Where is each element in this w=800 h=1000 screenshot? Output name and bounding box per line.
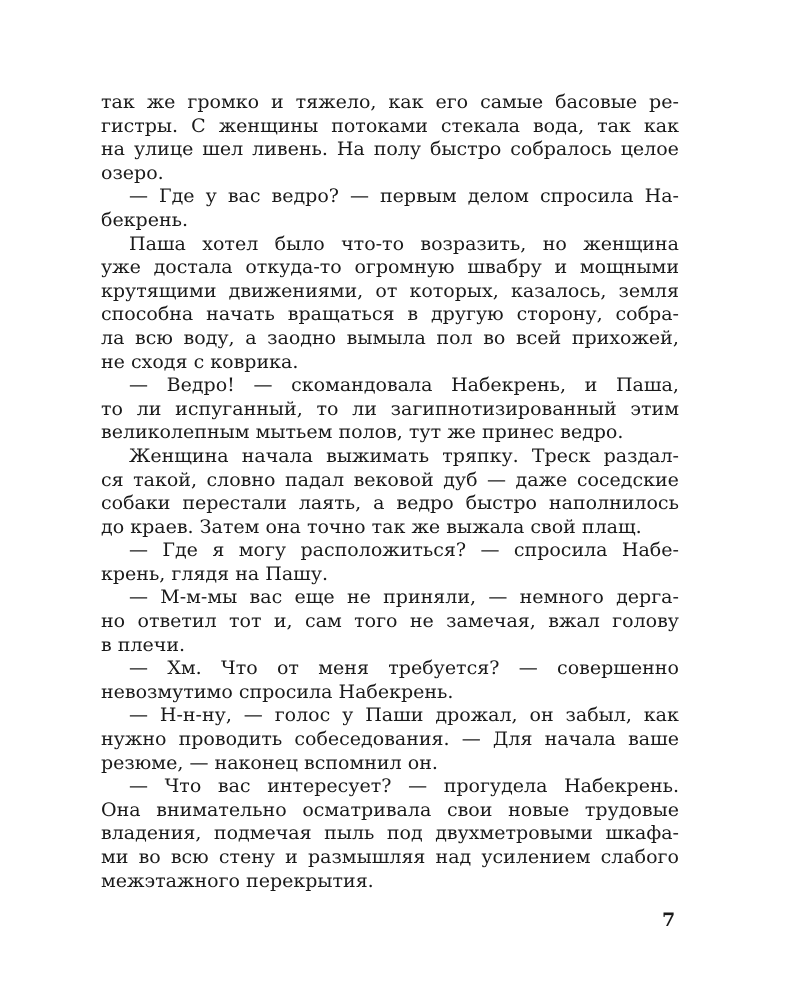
text-line: — Ведро! — скомандовала Набекрень, и Паша, (129, 374, 679, 397)
text-line: озеро. (101, 161, 164, 184)
text-line: нужно проводить собеседования. — Для начала ваше (101, 728, 679, 751)
text-line: — Хм. Что от меня требуется? — совершенно (129, 657, 679, 680)
text-line: резюме, — наконец вспомнил он. (101, 751, 438, 774)
page-number: 7 (662, 909, 676, 931)
text-line: уже достала откуда-то огромную швабру и мощными (101, 256, 679, 279)
text-line: то ли испуганный, то ли загипнотизированный этим (101, 397, 679, 420)
text-line: до краев. Затем она точно так же выжала свой плащ. (101, 515, 642, 538)
text-line: так же громко и тяжело, как его самые басовые ре- (101, 91, 679, 113)
text-line: — М-м-мы вас еще не приняли, — немного дерга- (129, 586, 679, 609)
text-line: способна начать вращаться в другую сторону, собра- (101, 303, 679, 326)
text-line: не сходя с коврика. (101, 350, 299, 373)
text-line: — Где у вас ведро? — первым делом спросила На- (129, 185, 679, 208)
text-line: но ответил тот и, сам того не замечая, вжал голову (101, 610, 679, 633)
text-line: — Где я могу расположиться? — спросила Набе- (129, 539, 679, 562)
text-line: бекрень. (101, 208, 189, 231)
text-line: межэтажного перекрытия. (101, 869, 374, 892)
text-line: — Что вас интересует? — прогудела Набекрень. (129, 775, 679, 798)
text-line: ми во всю стену и размышляя над усилением слабого (101, 846, 679, 868)
text-line: ла всю воду, а заодно вымыла пол во всей прихожей, (101, 326, 679, 349)
text-line: Женщина начала выжимать тряпку. Треск раздал- (129, 444, 679, 467)
text-line: Паша хотел было что-то возразить, но женщина (129, 232, 679, 255)
text-line: Она внимательно осматривала свои новые трудовые (101, 798, 679, 821)
text-line: крутящими движениями, от которых, казалось, земля (101, 279, 679, 302)
text-line: ся такой, словно падал вековой дуб — даже соседские (101, 468, 679, 491)
text-line: собаки перестали лаять, а ведро быстро наполнилось (101, 492, 679, 515)
text-line: владения, подмечая пыль под двухметровыми шкафа- (101, 822, 679, 845)
text-line: — Н-н-ну, — голос у Паши дрожал, он забыл, как (129, 704, 679, 727)
text-line: крень, глядя на Пашу. (101, 562, 329, 585)
text-line: на улице шел ливень. На полу быстро собралось целое (101, 138, 679, 161)
text-line: в плечи. (101, 633, 186, 656)
text-line: невозмутимо спросила Набекрень. (101, 680, 454, 703)
text-line: великолепным мытьем полов, тут же принес ведро. (101, 421, 624, 444)
text-line: гистры. С женщины потоками стекала вода, так как (101, 114, 679, 137)
body-text (101, 91, 679, 893)
